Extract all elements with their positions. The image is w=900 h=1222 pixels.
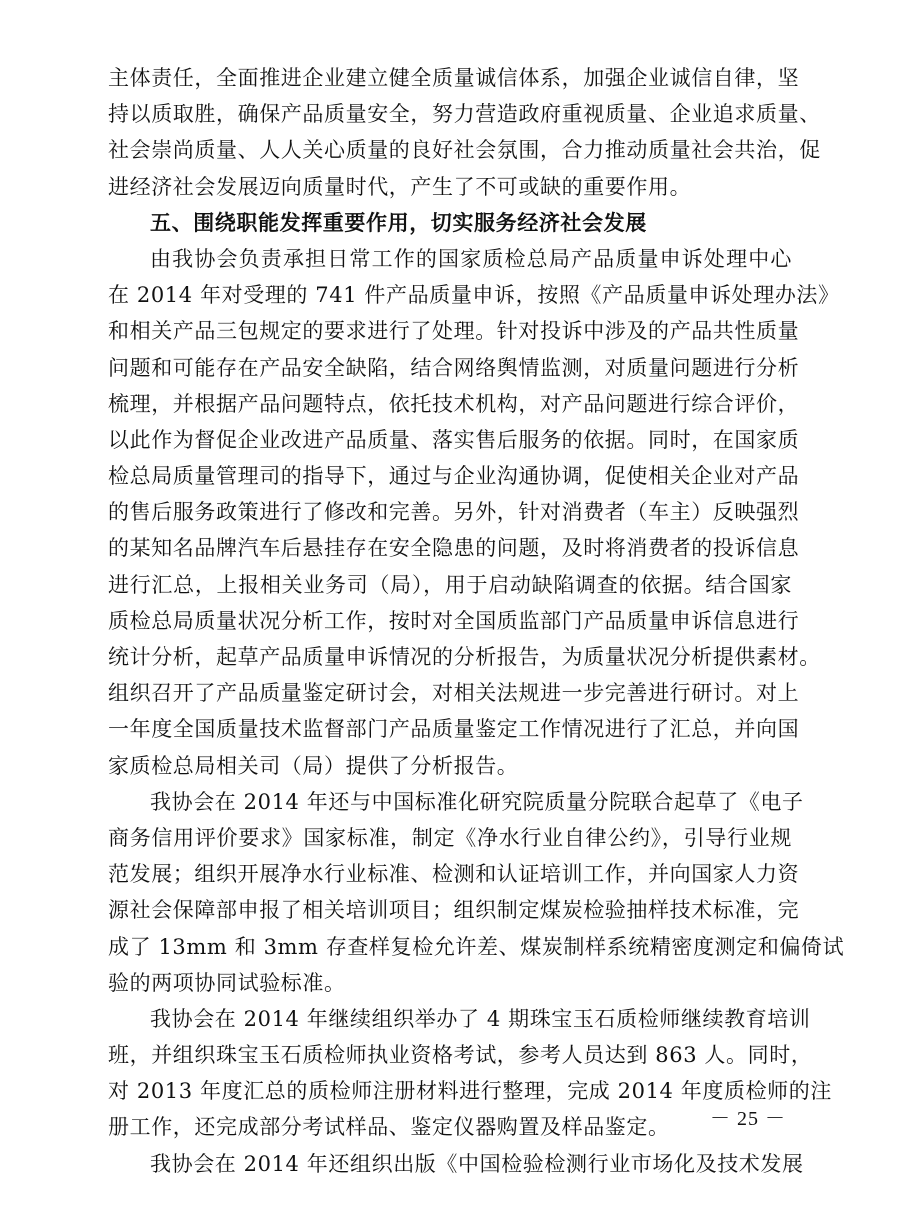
text-line: 由我协会负责承担日常工作的国家质检总局产品质量申诉处理中心: [150, 246, 792, 271]
text-line: 成了 13mm 和 3mm 存查样复检允许差、煤炭制样系统精密度测定和偏倚试: [108, 934, 845, 959]
text-line: 商务信用评价要求》国家标准，制定《净水行业自律公约》，引导行业规: [108, 825, 792, 850]
text-line: 验的两项协同试验标准。: [108, 970, 346, 995]
text-line: 持以质取胜，确保产品质量安全，努力营造政府重视质量、企业追求质量、: [108, 102, 821, 127]
text-line: 班，并组织珠宝玉石质检师执业资格考试，参考人员达到 863 人。同时，: [108, 1043, 813, 1068]
text-line: 梳理，并根据产品问题特点，依托技术机构，对产品问题进行综合评价，: [108, 391, 800, 416]
text-line: 主体责任，全面推进企业建立健全质量诚信体系，加强企业诚信自律，坚: [108, 66, 800, 90]
document-page: [108, 60, 845, 1182]
page-number: － 25 －: [710, 1108, 786, 1130]
heading-text: 五、围绕职能发挥重要作用，切实服务经济社会发展: [150, 210, 647, 235]
text-line: 我协会在 2014 年继续组织举办了 4 期珠宝玉石质检师继续教育培训: [150, 1006, 811, 1031]
text-line: 组织召开了产品质量鉴定研讨会，对相关法规进一步完善进行研讨。对上: [108, 681, 800, 706]
paragraph-standards: [108, 784, 845, 1001]
text-line: 我协会在 2014 年还组织出版《中国检验检测行业市场化及技术发展: [150, 1151, 804, 1176]
text-line: 的售后服务政策进行了修改和完善。另外，针对消费者（车主）反映强烈: [108, 500, 800, 525]
paragraph-continuation: [108, 60, 821, 205]
text-line: 统计分析，起草产品质量申诉情况的分析报告，为质量状况分析提供素材。: [108, 645, 821, 669]
text-line: 范发展；组织开展净水行业标准、检测和认证培训工作，并向国家人力资: [108, 862, 800, 887]
text-line: 我协会在 2014 年还与中国标准化研究院质量分院联合起草了《电子: [150, 789, 804, 814]
text-line: 进行汇总，上报相关业务司（局），用于启动缺陷调查的依据。结合国家: [108, 572, 792, 597]
text-line: 以此作为督促企业改进产品质量、落实售后服务的依据。同时，在国家质: [108, 427, 800, 452]
text-line: 检总局质量管理司的指导下，通过与企业沟通协调，促使相关企业对产品: [108, 464, 800, 489]
paragraph-publication: [108, 1146, 804, 1182]
text-line: 进经济社会发展迈向质量时代，产生了不可或缺的重要作用。: [108, 174, 692, 199]
paragraph-jewelry-training: [108, 1001, 832, 1146]
text-line: 的某知名品牌汽车后悬挂存在安全隐患的问题，及时将消费者的投诉信息: [108, 536, 800, 561]
text-line: 在 2014 年对受理的 741 件产品质量申诉，按照《产品质量申诉处理办法》: [108, 283, 840, 308]
text-line: 问题和可能存在产品安全缺陷，结合网络舆情监测，对质量问题进行分析: [108, 355, 800, 380]
section-heading: [108, 205, 792, 241]
text-line: 一年度全国质量技术监督部门产品质量鉴定工作情况进行了汇总，并向国: [108, 717, 800, 742]
text-line: 质检总局质量状况分析工作，按时对全国质监部门产品质量申诉信息进行: [108, 608, 800, 633]
paragraph-complaint-handling: [108, 241, 840, 784]
text-line: 和相关产品三包规定的要求进行了处理。针对投诉中涉及的产品共性质量: [108, 319, 800, 344]
text-line: 社会崇尚质量、人人关心质量的良好社会氛围，合力推动质量社会共治，促: [108, 138, 821, 163]
text-line: 册工作，还完成部分考试样品、鉴定仪器购置及样品鉴定。: [108, 1115, 670, 1140]
text-line: 对 2013 年度汇总的质检师注册材料进行整理，完成 2014 年度质检师的注: [108, 1079, 832, 1104]
text-line: 源社会保障部申报了相关培训项目；组织制定煤炭检验抽样技术标准，完: [108, 898, 800, 923]
text-line: 家质检总局相关司（局）提供了分析报告。: [108, 753, 519, 778]
